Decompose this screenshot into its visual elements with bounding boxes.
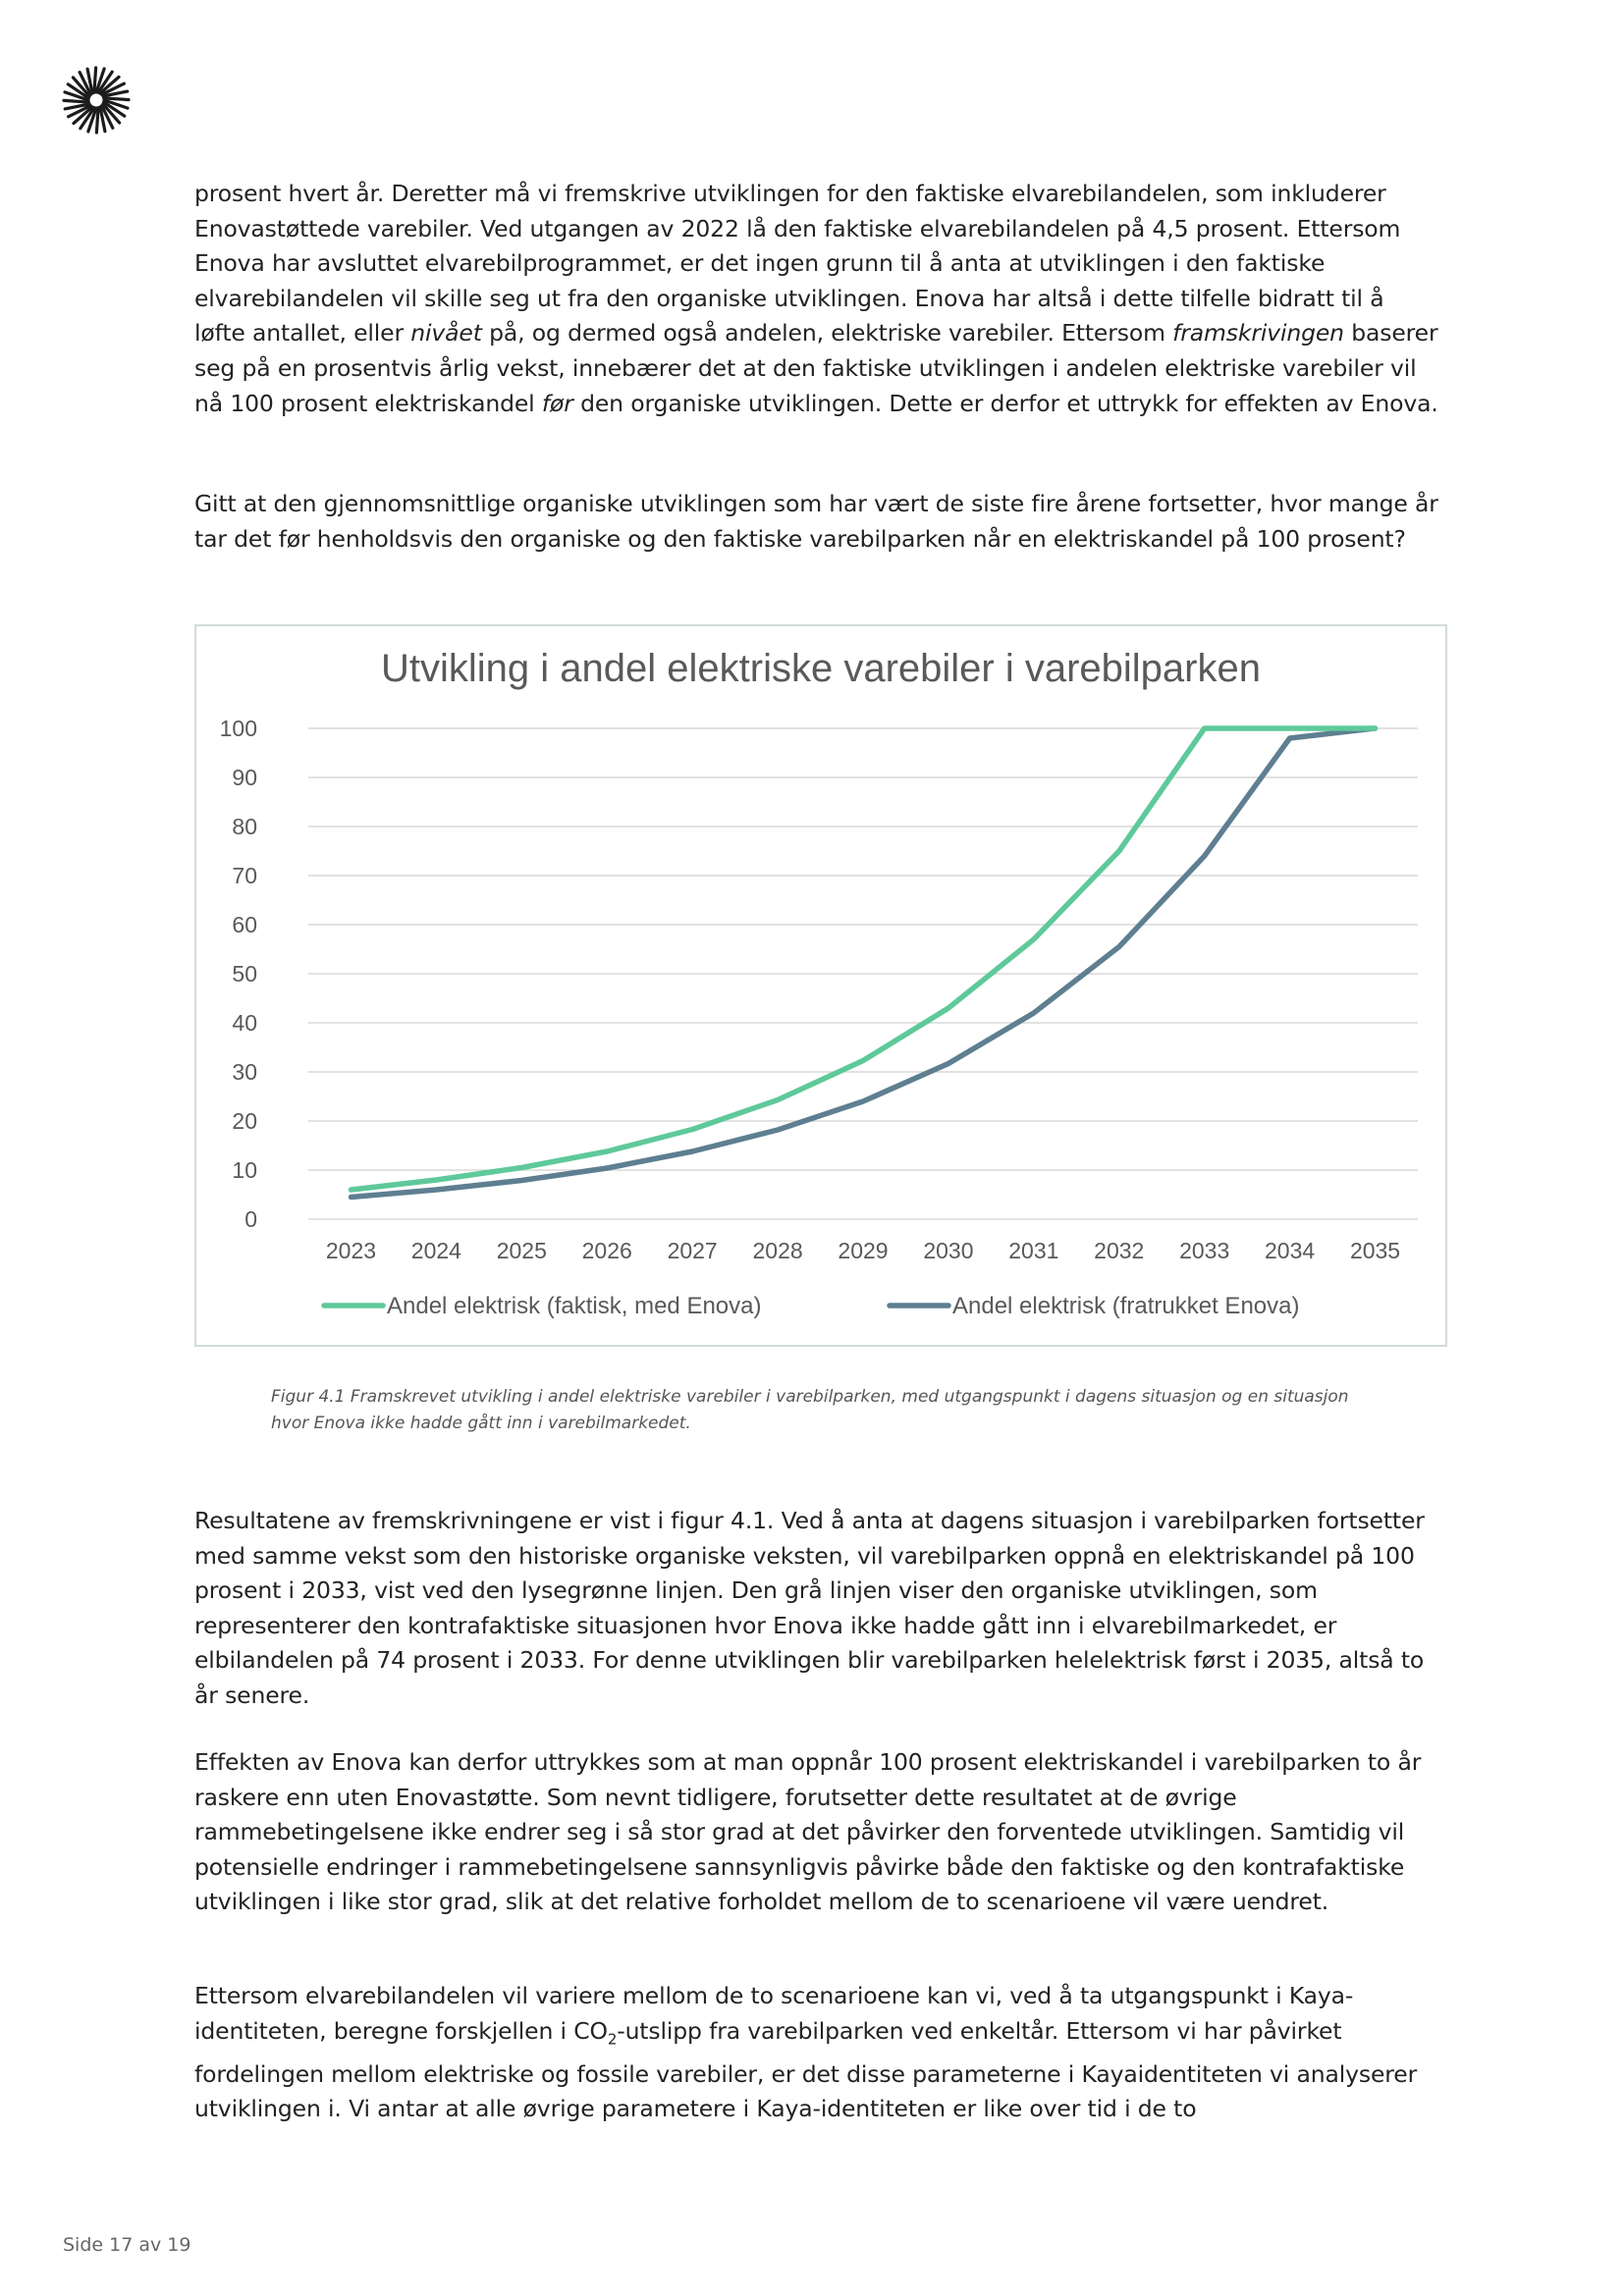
- series-line: [352, 728, 1376, 1198]
- line-chart: [196, 626, 1445, 1345]
- chart-container: [194, 624, 1447, 1347]
- x-tick-label: 2031: [1008, 1238, 1059, 1263]
- y-tick-label: 40: [232, 1010, 257, 1036]
- x-tick-label: 2032: [1094, 1238, 1145, 1263]
- paragraph-2: Gitt at den gjennomsnittlige organiske utviklingen som har vært de siste fire årene fortsetter, hvor mange år tar det før henholdsvis den organiske og den faktiske varebilparken når en elektriskandel på 100 prosent?: [194, 490, 1438, 553]
- x-axis-ticks: [326, 1238, 1400, 1263]
- logo-icon: [61, 65, 132, 135]
- x-tick-label: 2024: [410, 1238, 461, 1263]
- x-tick-label: 2029: [838, 1238, 889, 1263]
- y-tick-label: 20: [232, 1108, 257, 1134]
- chart-title: Utvikling i andel elektriske varebiler i varebilparken: [381, 647, 1261, 690]
- y-tick-label: 100: [219, 716, 257, 741]
- logo-ray: [104, 98, 129, 100]
- chart-legend: [324, 1293, 1299, 1319]
- paragraph-4: Effekten av Enova kan derfor uttrykkes som at man oppnår 100 prosent elektriskandel i varebilparken to år raskere enn uten Enovastøtte. Som nevnt tidligere, forutsetter dette resultatet at de øvrige rammebetingelsene ikke endrer seg i så stor grad at det påvirker den forventede utviklingen. Samtidig vil potensielle endringer i rammebetingelsene sannsynligvis påvirke både den faktiske og den kontrafaktiske utviklingen i like stor grad, slik at det relative forholdet mellom de to scenarioene vil være uendret.: [194, 1748, 1422, 1916]
- x-tick-label: 2025: [496, 1238, 547, 1263]
- x-tick-label: 2023: [325, 1238, 377, 1263]
- logo-ray: [64, 100, 88, 102]
- y-tick-label: 90: [232, 765, 257, 790]
- x-tick-label: 2026: [581, 1238, 632, 1263]
- y-tick-label: 70: [232, 863, 257, 888]
- x-tick-label: 2028: [752, 1238, 803, 1263]
- y-tick-label: 30: [232, 1059, 257, 1085]
- x-tick-label: 2034: [1265, 1238, 1316, 1263]
- y-axis-ticks: [220, 716, 257, 1232]
- y-tick-label: 10: [232, 1157, 257, 1183]
- x-tick-label: 2033: [1179, 1238, 1230, 1263]
- y-tick-label: 60: [232, 912, 257, 937]
- paragraph-3: Resultatene av fremskrivningene er vist i figur 4.1. Ved å anta at dagens situasjon i varebilparken fortsetter med samme vekst som den historiske organiske veksten, vil varebilparken oppnå en elektriskandel på 100 prosent i 2033, vist ved den lysegrønne linjen. Den grå linjen viser den organiske utviklingen, som representerer den kontrafaktiske situasjonen hvor Enova ikke hadde gått inn i elvarebilmarkedet, er elbilandelen på 74 prosent i 2033. For denne utviklingen blir varebilparken helelektrisk først i 2035, altså to år senere.: [194, 1507, 1425, 1709]
- x-tick-label: 2030: [923, 1238, 974, 1263]
- figure-caption: Figur 4.1 Framskrevet utvikling i andel elektriske varebiler i varebilparken, med utgangspunkt i dagens situasjon og en situasjon hvor Enova ikke hadde gått inn i varebilmarkedet.: [271, 1387, 1349, 1433]
- y-tick-label: 0: [244, 1206, 257, 1232]
- legend-label: Andel elektrisk (fratrukket Enova): [952, 1293, 1300, 1319]
- chart-series: [352, 728, 1376, 1198]
- y-tick-label: 50: [232, 961, 257, 987]
- paragraph-1: prosent hvert år. Deretter må vi fremskrive utviklingen for den faktiske elvarebilandelen, som inkluderer Enovastøttede varebiler. Ved utgangen av 2022 lå den faktiske elvarebilandelen på 4,5 prosent. Ettersom Enova har avsluttet elvarebilprogrammet, er det ingen grunn til å anta at utviklingen i den faktiske elvarebilandelen vil skille seg ut fra den organiske utviklingen. Enova har altså i dette tilfelle bidratt til å løfte antallet, eller nivået på, og dermed også andelen, elektriske varebiler. Ettersom framskrivingen baserer seg på en prosentvis årlig vekst, innebærer det at den faktiske utviklingen i andelen elektriske varebiler vil nå 100 prosent elektriskandel før den organiske utviklingen. Dette er derfor et uttrykk for effekten av Enova.: [194, 180, 1438, 417]
- page-number: Side 17 av 19: [63, 2234, 191, 2256]
- x-tick-label: 2035: [1349, 1238, 1401, 1263]
- legend-label: Andel elektrisk (faktisk, med Enova): [387, 1293, 762, 1319]
- y-tick-label: 80: [232, 814, 257, 839]
- paragraph-5: Ettersom elvarebilandelen vil variere mellom de to scenarioene kan vi, ved å ta utgangspunkt i Kaya-identiteten, beregne forskjellen i $CO_2$-utslipp fra varebilparken ved enkeltår. Ettersom vi har påvirket fordelingen mellom elektriske og fossile varebiler, er det disse parameterne i Kayaidentiteten vi analyserer utviklingen i. Vi antar at alle øvrige parametere i Kaya-identiteten er like over tid i de to: [194, 1982, 1418, 2123]
- chart-gridlines: [308, 728, 1418, 1219]
- logo-ray: [96, 108, 98, 133]
- x-tick-label: 2027: [667, 1238, 718, 1263]
- logo-ray: [94, 68, 96, 92]
